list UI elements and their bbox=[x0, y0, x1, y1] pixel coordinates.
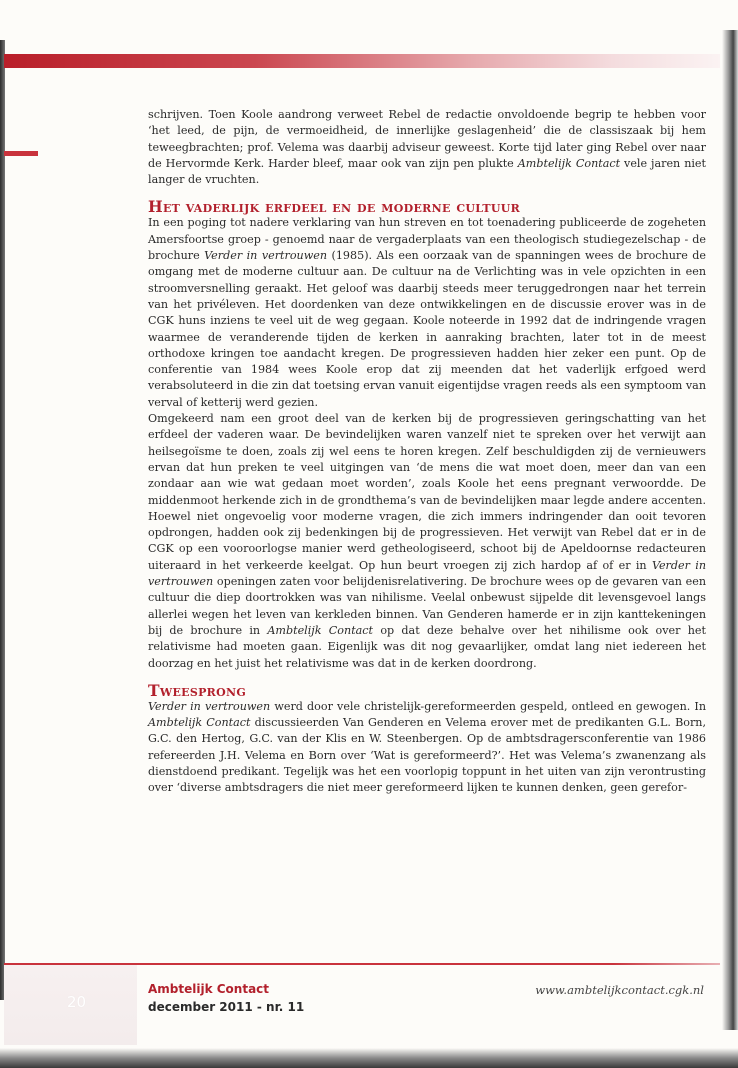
publication-issue: december 2011 - nr. 11 bbox=[148, 1000, 305, 1014]
publication-url: www.ambtelijkcontact.cgk.nl bbox=[535, 983, 704, 997]
paragraph-4: Verder in vertrouwen werd door vele christelijk-gereformeerden gespeld, ontleed en gewogen. In Ambtelijk Contact discussieerden Van Genderen en Velema erover met de predikanten G.L. Born, G.C. den Hertog, G.C. van der Klis en W. Steenbergen. Op de ambtsdragersconferentie van 1986 refereerden J.H. Velema en Born over ‘Wat is gereformeerd?’. Het was Velema’s zwanenzang als dienstdoend predikant. Tegelijk was het een voorlopig toppunt in het uiten van zijn verontrusting over ‘diverse ambtsdragers die niet meer gereformeerd lijken te kunnen denken, geen gerefor- bbox=[148, 699, 706, 795]
section-heading-tweesprong: Tweesprong bbox=[148, 680, 247, 700]
paragraph-intro: schrijven. Toen Koole aandrong verweet Rebel de redactie onvoldoende begrip te hebben voor ‘het leed, de pijn, de vermoeidheid, de innerlijke geslagenheid’ die de classiszaak bij hem teweegbrachten; prof. Velema was daarbij adviseur geweest. Korte tijd later ging Rebel over naar de Hervormde Kerk. Harder bleef, maar ook van zijn pen plukte Ambtelijk Contact vele jaren niet langer de vruchten. bbox=[148, 108, 707, 187]
paragraph-3: Omgekeerd nam een groot deel van de kerken bij de progressieven geringschatting van het erfdeel der vaderen waar. De bevindelijken waren vanzelf niet te spreken over het verwijt aan heilsegoïsme te doen, zoals zij wel eens te horen kregen. Zelf beschuldigden zij de vernieuwers ervan dat hun preken te veel uitgingen van ‘de mens die wat moet doen, meer dan van een zondaar aan wie wat gedaan moet worden’, zoals Koole het eens pregnant verwoordde. De middenmoot herkende zich in de grondthema’s van de bevindelijken maar legde andere accenten. Hoewel niet ongevoelig voor moderne vragen, die zich immers indringender dan ooit tevoren opdrongen, hadden ook zij bedenkingen bij de progressieven. Het verwijt van Rebel dat er in de CGK op een vooroorlogse manier werd getheologiseerd, schoot bij de Apeldoornse redacteuren uiteraard in het verkeerde keelgat. Op hun beurt vroegen zij zich hardop af of er in Verder in vertrouwen openingen zaten voor belijdenisrelativering. De brochure wees op de gevaren van een cultuur die diep doortrokken was van nihilisme. Veelal onbewust sijpelde dit levensgevoel langs allerlei wegen het leven van kerkleden binnen. Van Genderen hamerde er in zijn kanttekeningen bij de brochure in Ambtelijk Contact op dat deze behalve over het nihilisme ook over het relativisme had moeten gaan. Eigenlijk was dit nog gevaarlijker, omdat lang niet iedereen het doorzag en het juist het relativisme was dat in de kerken doordrong. bbox=[148, 412, 706, 670]
page-number: 20 bbox=[67, 993, 87, 1011]
paragraph-2: In een poging tot nadere verklaring van hun streven en tot toenadering publiceerde de zogeheten Amersfoortse groep - genoemd naar de vergaderplaats van een theologisch studiegezelschap - de brochure Verder in vertrouwen (1985). Als een oorzaak van de spanningen wees de brochure de omgang met de moderne cultuur aan. De cultuur na de Verlichting was in vele opzichten in een stroomversnelling geraakt. Het geloof was daarbij steeds meer teruggedrongen naar het terrein van het privéleven. Het doordenken van deze ontwikkelingen en de discussie erover was in de CGK huns inziens te veel uit de weg gegaan. Koole noteerde in 1992 dat de indringende vragen waarmee de veranderende tijden de kerken in aanraking brachten, later tot in de meest orthodoxe kringen toe aandacht kregen. De progressieven hadden hier zeker een punt. Op de conferentie van 1984 wees Koole erop dat zij meenden dat het vaderlijk erfgoed werd verabsoluteerd in die zin dat toetsing ervan vanuit eigentijdse vragen reeds als een symptoom van verval of ketterij werd gezien. bbox=[148, 216, 706, 409]
section-heading-vaderlijk-erfdeel: Het vaderlijk erfdeel en de moderne cultuur bbox=[148, 197, 521, 217]
page-right-shadow bbox=[722, 30, 738, 1030]
side-marker bbox=[4, 151, 38, 156]
header-rule bbox=[4, 54, 720, 68]
page-bottom-shadow bbox=[0, 1048, 738, 1068]
article-body bbox=[148, 107, 706, 797]
publication-title: Ambtelijk Contact bbox=[148, 982, 270, 996]
page-left-shadow bbox=[0, 40, 5, 1000]
